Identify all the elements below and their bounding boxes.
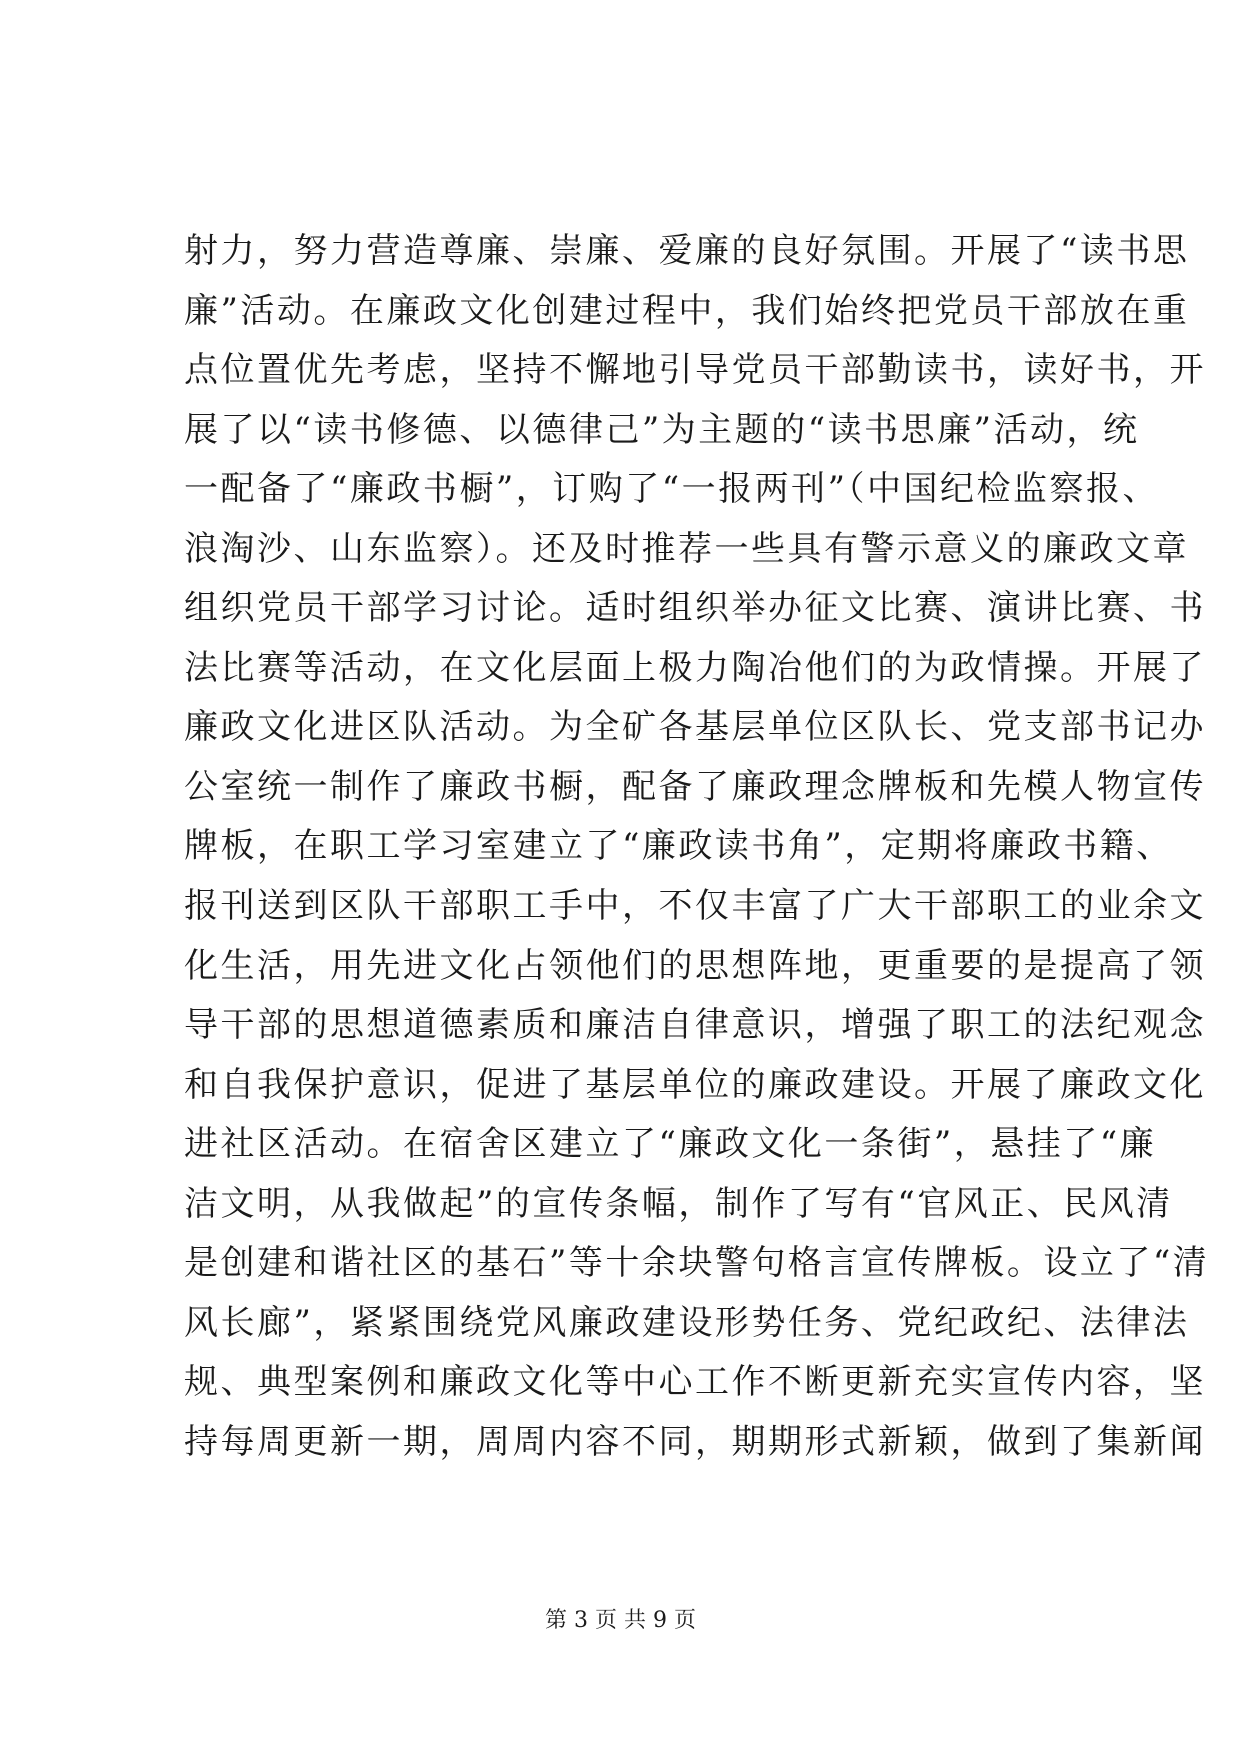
text-line: 持每周更新一期，周周内容不同，期期形式新颖，做到了集新闻 <box>184 1421 1206 1462</box>
text-line: 进社区活动。在宿舍区建立了“廉政文化一条街”，悬挂了“廉 <box>184 1124 1157 1165</box>
page-number: 第 3 页 共 9 页 <box>545 1608 696 1633</box>
text-line: 展了以“读书修德、以德律己”为主题的“读书思廉”活动，统 <box>184 409 1140 450</box>
text-line: 射力，努力营造尊廉、崇廉、爱廉的良好氛围。开展了“读书思 <box>184 231 1190 271</box>
text-line: 化生活，用先进文化占领他们的思想阵地，更重要的是提高了领 <box>184 945 1206 986</box>
page-footer <box>0 1606 1241 1636</box>
text-line: 一配备了“廉政书橱”，订购了“一报两刊”（中国纪检监察报、 <box>184 469 1160 510</box>
text-line: 风长廊”，紧紧围绕党风廉政建设形势任务、党纪政纪、法律法 <box>184 1302 1190 1343</box>
text-line: 规、典型案例和廉政文化等中心工作不断更新充实宣传内容，坚 <box>184 1362 1206 1403</box>
text-line: 浪淘沙、山东监察）。还及时推荐一些具有警示意义的廉政文章 <box>184 528 1189 569</box>
text-line: 点位置优先考虑，坚持不懈地引导党员干部勤读书，读好书，开 <box>184 350 1206 391</box>
text-line: 导干部的思想道德素质和廉洁自律意识，增强了职工的法纪观念 <box>184 1005 1206 1046</box>
text-line: 法比赛等活动，在文化层面上极力陶冶他们的为政情操。开展了 <box>184 647 1206 688</box>
body-text <box>184 222 1210 1472</box>
text-line: 公室统一制作了廉政书橱，配备了廉政理念牌板和先模人物宣传 <box>184 766 1206 807</box>
text-line: 廉政文化进区队活动。为全矿各基层单位区队长、党支部书记办 <box>184 707 1206 748</box>
text-line: 和自我保护意识，促进了基层单位的廉政建设。开展了廉政文化 <box>184 1064 1206 1105</box>
text-line: 是创建和谐社区的基石”等十余块警句格言宣传牌板。设立了“清 <box>184 1243 1210 1284</box>
text-line: 报刊送到区队干部职工手中，不仅丰富了广大干部职工的业余文 <box>184 886 1206 927</box>
text-line: 洁文明，从我做起”的宣传条幅，制作了写有“官风正、民风清 <box>184 1183 1173 1224</box>
text-line: 组织党员干部学习讨论。适时组织举办征文比赛、演讲比赛、书 <box>184 588 1206 629</box>
text-line: 牌板，在职工学习室建立了“廉政读书角”，定期将廉政书籍、 <box>184 826 1173 867</box>
text-line: 廉”活动。在廉政文化创建过程中，我们始终把党员干部放在重 <box>184 290 1190 331</box>
